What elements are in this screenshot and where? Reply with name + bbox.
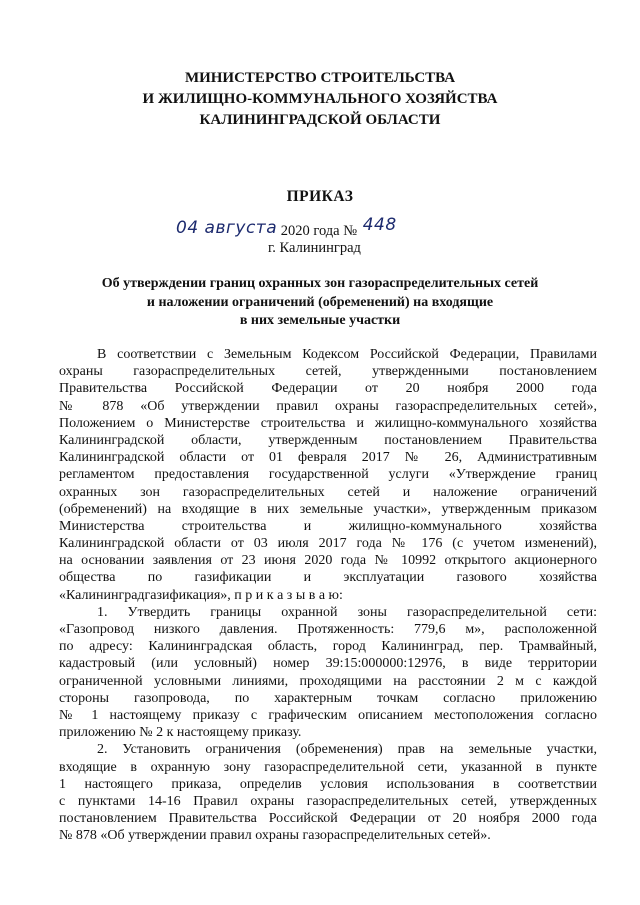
text-line: «Газопровод низкого давления. Протяженность: 779,6 м», расположенной <box>59 622 597 637</box>
text-line: 1. Утвердить границы охранной зоны газораспределительной сети: <box>97 604 597 620</box>
order-body <box>59 346 597 844</box>
text-line: № 878 «Об утверждении правил охраны газораспределительных сетей», <box>59 398 597 414</box>
text-line: (обременений) на входящие в них земельные участки», утвержденным приказом <box>59 501 597 517</box>
handwritten-date: 04 августа <box>176 218 278 238</box>
subject-line: Об утверждении границ охранных зон газораспределительных сетей <box>101 276 539 291</box>
order-title: ПРИКАЗ <box>286 188 354 205</box>
text-line: № 1 настоящему приказу с графическим описанием местоположения согласно <box>59 707 597 723</box>
text-line: Калининградской области от 01 февраля 2017 № 26, Административным <box>59 450 597 466</box>
text-line: № 878 «Об утверждении правил охраны газораспределительных сетей». <box>59 828 491 844</box>
text-line: 2. Установить ограничения (обременения) прав на земельные участки, <box>97 742 597 758</box>
text-line: по адресу: Калининградская область, город Калининград, пер. Трамвайный, <box>59 639 597 655</box>
text-line: общества по газификации и эксплуатации газового хозяйства <box>59 570 597 586</box>
text-line: регламентом предоставления государственной услуги «Утверждение границ <box>59 467 597 483</box>
paragraph-item-1 <box>59 604 597 742</box>
paragraph-item-2 <box>59 741 597 844</box>
subject-line: в них земельные участки <box>239 313 401 328</box>
ministry-header-line: МИНИСТЕРСТВО СТРОИТЕЛЬСТВА <box>184 70 456 86</box>
text-line: кадастровый (или условный) номер 39:15:000000:12976, в виде территории <box>59 656 597 672</box>
ministry-header <box>0 68 640 131</box>
order-date-line <box>176 215 397 240</box>
text-line: Калининградской области от 03 июля 2017 года № 176 (с учетом изменений), <box>59 536 597 552</box>
text-line: Положением о Министерстве строительства и жилищно-коммунального хозяйства <box>59 415 597 431</box>
order-city: г. Калининград <box>268 240 361 256</box>
text-line: В соответствии с Земельным Кодексом Российской Федерации, Правилами <box>97 347 597 362</box>
text-line: охранных зон газораспределительных сетей и наложение ограничений <box>59 484 597 500</box>
ministry-header-line: И ЖИЛИЩНО-КОММУНАЛЬНОГО ХОЗЯЙСТВА <box>142 91 498 107</box>
text-line: постановлением Правительства Российской Федерации от 20 ноября 2000 года <box>59 811 597 827</box>
text-line: охраны газораспределительных сетей, утвержденными постановлением <box>59 364 597 380</box>
text-line: Министерства строительства и жилищно-коммунального хозяйства <box>59 518 597 534</box>
order-year-text: 2020 года № <box>280 223 358 239</box>
text-line: Правительства Российской Федерации от 20 ноября 2000 года <box>59 381 597 397</box>
text-line: Калининградской области, утвержденным постановлением Правительства <box>59 432 597 448</box>
text-line: 1 настоящего приказа, определив условия использования в соответствии <box>59 776 597 792</box>
text-line: на основании заявления от 23 июня 2020 года № 10992 открытого акционерного <box>59 553 597 569</box>
handwritten-order-number: 448 <box>362 215 397 235</box>
text-line: стороны газопровода, по характерным точкам согласно приложению <box>59 690 597 706</box>
paragraph-preamble <box>59 346 597 604</box>
text-line: ограниченной условными линиями, проходящими на расстоянии 2 м с каждой <box>59 673 597 689</box>
subject-line: и наложении ограничений (обременений) на входящие <box>146 294 494 310</box>
text-line: входящие в охранную зону газораспределительной сети, указанной в пункте <box>59 759 597 775</box>
text-line: «Калининградгазификация», п р и к а з ы в а ю: <box>59 587 343 603</box>
text-line: с пунктами 14-16 Правил охраны газораспределительных сетей, утвержденных <box>59 793 597 809</box>
ministry-header-line: КАЛИНИНГРАДСКОЙ ОБЛАСТИ <box>199 112 441 128</box>
order-subject <box>0 275 640 331</box>
text-line: приложению № 2 к настоящему приказу. <box>59 725 302 741</box>
